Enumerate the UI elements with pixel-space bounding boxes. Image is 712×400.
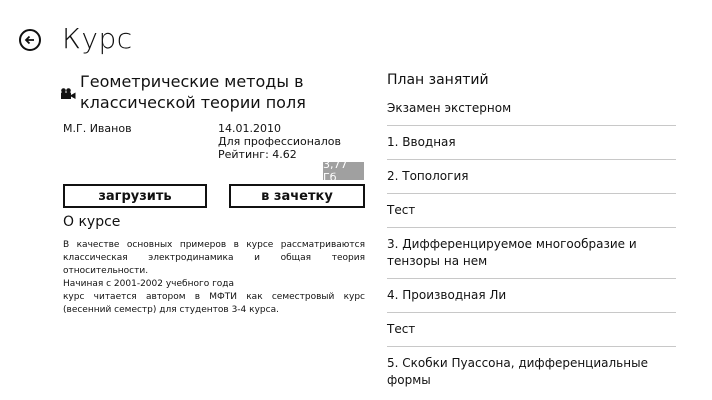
about-text: [63, 239, 365, 317]
schedule-item[interactable]: Экзамен экстерном: [387, 92, 676, 126]
download-button[interactable]: загрузить: [63, 184, 207, 208]
about-heading: О курсе: [63, 214, 121, 230]
schedule-item[interactable]: Тест: [387, 313, 676, 347]
schedule-item[interactable]: 5. Скобки Пуассона, дифференциальные формы: [387, 356, 648, 387]
course-level: Для профессионалов: [218, 135, 341, 148]
size-badge: 3,77 Гб: [323, 162, 364, 180]
schedule-item[interactable]: Тест: [387, 194, 676, 228]
about-paragraph: курс читается автором в МФТИ как семестровый курс (весенний семестр) для студентов 3-4 курса.: [63, 292, 365, 315]
about-paragraph: Начиная с 2001-2002 учебного года: [63, 279, 235, 289]
course-title: Геометрические методы в классической теории поля: [80, 72, 306, 112]
schedule-item[interactable]: 3. Дифференцируемое многообразие и тензоры на нем: [387, 228, 676, 279]
course-date: 14.01.2010: [218, 122, 281, 135]
schedule-list: [387, 92, 676, 397]
schedule-item[interactable]: 1. Вводная: [387, 126, 676, 160]
video-camera-icon: [60, 88, 76, 100]
course-author: М.Г. Иванов: [63, 122, 132, 135]
add-to-gradebook-button[interactable]: в зачетку: [229, 184, 365, 208]
about-paragraph: В качестве основных примеров в курсе рассматриваются классическая электродинамика и общая теория относительности.: [63, 240, 365, 276]
schedule-heading: План занятий: [387, 72, 489, 88]
back-arrow-icon: [24, 34, 36, 46]
schedule-item[interactable]: 2. Топология: [387, 160, 676, 194]
back-button[interactable]: [19, 29, 41, 51]
schedule-item[interactable]: 4. Производная Ли: [387, 279, 676, 313]
page-title: Курс: [62, 22, 133, 55]
course-rating: Рейтинг: 4.62: [218, 148, 297, 161]
